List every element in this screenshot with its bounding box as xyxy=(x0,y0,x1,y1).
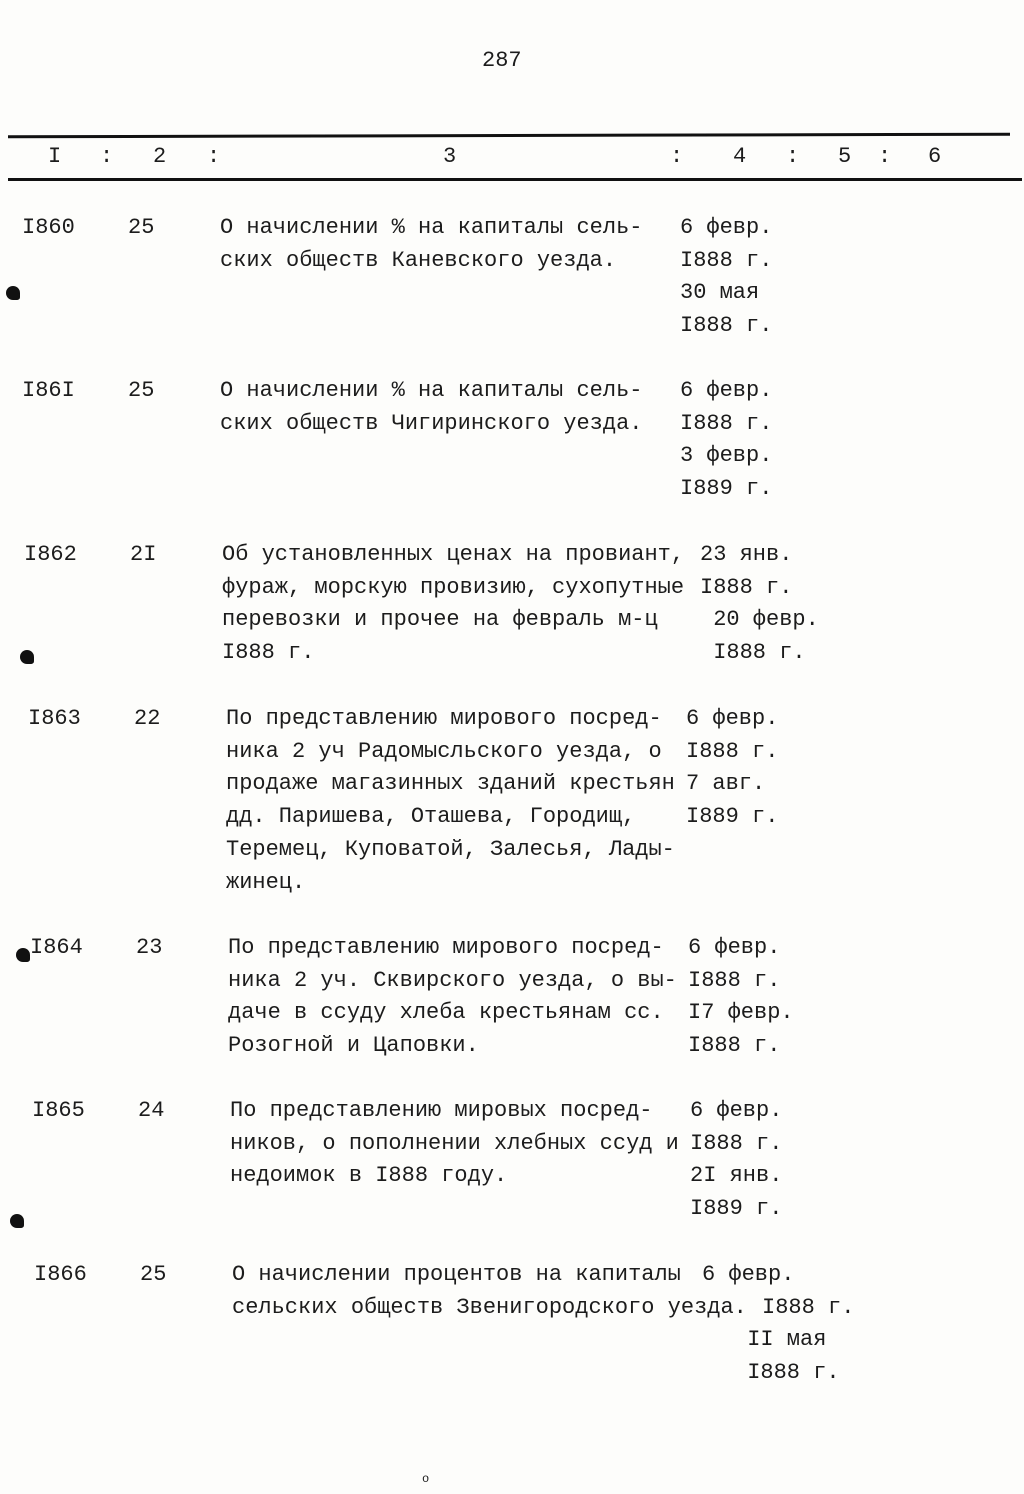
case-description xyxy=(220,375,642,440)
description-line: перевозки и прочее на февраль м-ц xyxy=(222,607,658,633)
header-sep: : xyxy=(878,144,892,169)
date-line: I889 г. xyxy=(686,804,779,830)
description-line: Теремец, Куповатой, Залесья, Лады- xyxy=(226,836,675,862)
description-line: ских обществ Каневского уезда. xyxy=(220,247,617,273)
sheet-count: 25 xyxy=(128,378,155,403)
date-line: I888 г. xyxy=(734,1360,840,1386)
description-line: сельских обществ Звенигородского уезда. xyxy=(232,1294,747,1320)
description-line: ских обществ Чигиринского уезда. xyxy=(220,410,643,436)
header-sep: : xyxy=(786,144,800,169)
date-line: I888 г. xyxy=(762,1294,855,1320)
case-dates xyxy=(680,375,772,506)
date-line: I888 г. xyxy=(680,313,773,339)
header-sep: : xyxy=(100,144,114,169)
description-line: Розогной и Цаповки. xyxy=(228,1033,479,1059)
date-line: I888 г. xyxy=(686,738,779,764)
description-line: ников, о пополнении хлебных ссуд и xyxy=(230,1130,679,1156)
date-line: II мая xyxy=(734,1327,827,1353)
sheet-count: 25 xyxy=(128,215,155,240)
date-line: 6 февр. xyxy=(688,935,781,960)
description-line: По представлению мировых посред- xyxy=(230,1098,653,1123)
date-line: 6 февр. xyxy=(686,706,779,731)
description-line: По представлению мирового посред- xyxy=(226,706,662,731)
sheet-count: 24 xyxy=(138,1098,165,1123)
date-line: I888 г. xyxy=(700,640,806,666)
case-description xyxy=(230,1095,679,1193)
case-number: I863 xyxy=(28,706,81,731)
date-line: 3 февр. xyxy=(680,443,773,469)
table-header-rule xyxy=(8,178,1022,181)
punch-hole-mark xyxy=(20,650,34,664)
date-line: 23 янв. xyxy=(700,542,793,567)
page-number: 287 xyxy=(482,48,522,73)
case-dates xyxy=(688,932,794,1063)
case-dates xyxy=(680,212,772,343)
description-line: О начислении % на капиталы сель- xyxy=(220,378,643,403)
case-number: I862 xyxy=(24,542,77,567)
header-col-2: 2 xyxy=(153,144,167,169)
description-line: жинец. xyxy=(226,869,306,895)
description-line: дд. Паришева, Оташева, Городищ, xyxy=(226,804,636,830)
header-col-1: I xyxy=(48,144,62,169)
punch-hole-mark xyxy=(10,1214,24,1228)
case-dates xyxy=(686,703,778,834)
table-top-rule xyxy=(8,133,1010,139)
case-number: I866 xyxy=(34,1262,87,1287)
description-line: ника 2 уч Радомысльского уезда, о xyxy=(226,738,662,764)
sheet-count: 22 xyxy=(134,706,161,731)
description-line: продаже магазинных зданий крестьян xyxy=(226,771,675,797)
date-line: 6 февр. xyxy=(680,215,773,240)
sheet-count: 23 xyxy=(136,935,163,960)
date-line: I888 г. xyxy=(680,410,773,436)
punch-hole-mark xyxy=(6,286,20,300)
header-sep: : xyxy=(670,144,684,169)
description-line: ника 2 уч. Сквирского уезда, о вы- xyxy=(228,967,677,993)
date-line: 20 февр. xyxy=(700,607,819,633)
date-line: I889 г. xyxy=(690,1196,783,1222)
date-line: I888 г. xyxy=(690,1130,783,1156)
punch-hole-mark xyxy=(16,948,30,962)
description-line: недоимок в I888 году. xyxy=(230,1163,508,1189)
header-col-5: 5 xyxy=(838,144,852,169)
case-dates xyxy=(690,1095,782,1226)
sheet-count: 2I xyxy=(130,542,157,567)
case-description xyxy=(220,212,642,277)
date-line: I888 г. xyxy=(688,1033,781,1059)
case-description xyxy=(222,539,684,670)
date-line: I889 г. xyxy=(680,476,773,502)
header-col-3: 3 xyxy=(443,144,457,169)
case-dates xyxy=(700,539,819,670)
description-line: О начислении % на капиталы сель- xyxy=(220,215,643,240)
case-number: I860 xyxy=(22,215,75,240)
date-line: 30 мая xyxy=(680,280,760,306)
date-line: 2I янв. xyxy=(690,1163,783,1189)
description-line: I888 г. xyxy=(222,640,315,666)
header-sep: : xyxy=(207,144,221,169)
date-line: I888 г. xyxy=(680,247,773,273)
date-line: I888 г. xyxy=(700,574,793,600)
date-line: 6 февр. xyxy=(680,378,773,403)
date-line: 7 авг. xyxy=(686,771,766,797)
sheet-count: 25 xyxy=(140,1262,167,1287)
description-line: О начислении процентов на капиталы xyxy=(232,1262,681,1287)
case-description xyxy=(232,1259,747,1324)
date-line: I888 г. xyxy=(688,967,781,993)
case-number: I86I xyxy=(22,378,75,403)
case-description xyxy=(226,703,675,899)
date-line: 6 февр. xyxy=(690,1098,783,1123)
date-line: I7 февр. xyxy=(688,1000,794,1026)
description-line: По представлению мирового посред- xyxy=(228,935,664,960)
description-line: Об установленных ценах на провиант, xyxy=(222,542,685,567)
case-number: I865 xyxy=(32,1098,85,1123)
header-col-4: 4 xyxy=(733,144,747,169)
description-line: фураж, морскую провизию, сухопутные xyxy=(222,574,685,600)
description-line: даче в ссуду хлеба крестьянам сс. xyxy=(228,1000,664,1026)
header-col-6: 6 xyxy=(928,144,942,169)
date-line: 6 февр. xyxy=(702,1262,795,1287)
case-number: I864 xyxy=(30,935,83,960)
case-description xyxy=(228,932,677,1063)
case-dates xyxy=(702,1259,854,1390)
page-foot-mark: o xyxy=(422,1472,430,1486)
